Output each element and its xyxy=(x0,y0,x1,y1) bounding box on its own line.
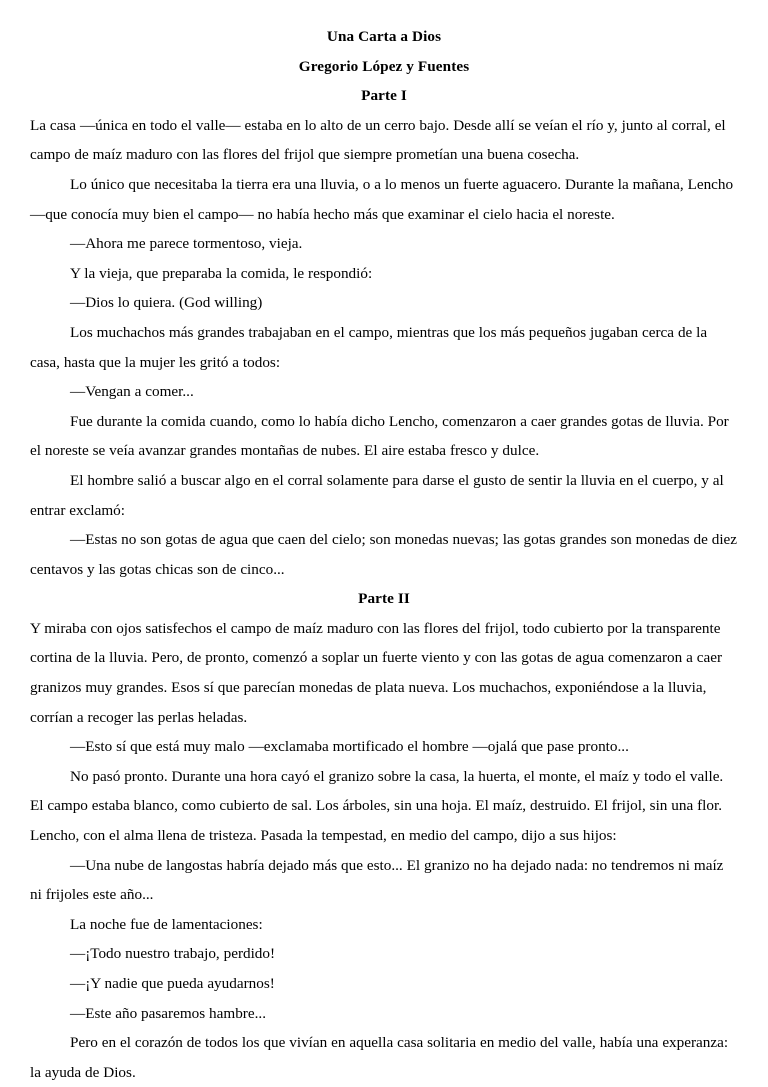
dialogue-line: —Este año pasaremos hambre... xyxy=(70,1004,266,1022)
paragraph: Y miraba con ojos satisfechos el campo de maíz maduro con las flores del frijol, todo cubierto por la transparente cortina de la lluvia. Pero, de pronto, comenzó a soplar un fuerte viento y con las gotas de agua comenzaron a caer granizos muy grandes. Esos sí que parecían monedas de plata nueva. Los muchachos, exponiéndose a la lluvia, corrían a recoger las perlas heladas. xyxy=(30,619,723,726)
part-one-content xyxy=(30,111,738,585)
paragraph: No pasó pronto. Durante una hora cayó el granizo sobre la casa, la huerta, el monte, el maíz y todo el valle. El campo estaba blanco, como cubierto de sal. Los árboles, sin una hoja. El maíz, destruido. El frijol, sin una flor. Lencho, con el alma llena de tristeza. Pasada la tempestad, en medio del campo, dijo a sus hijos: xyxy=(30,767,724,845)
paragraph: Los muchachos más grandes trabajaban en el campo, mientras que los más pequeños jugaban cerca de la casa, hasta que la mujer les gritó a todos: xyxy=(30,323,708,371)
dialogue-line: —Estas no son gotas de agua que caen del cielo; son monedas nuevas; las gotas grandes son monedas de diez centavos y las gotas chicas son de cinco... xyxy=(30,531,738,578)
part-two-heading: Parte II xyxy=(358,590,410,608)
dialogue-line: —Ahora me parece tormentoso, vieja. xyxy=(70,235,303,253)
dialogue-line: —Vengan a comer... xyxy=(70,383,194,401)
paragraph: El hombre salió a buscar algo en el corral solamente para darse el gusto de sentir la lluvia en el cuerpo, y al entrar exclamó: xyxy=(30,471,724,519)
document-author: Gregorio López y Fuentes xyxy=(298,57,470,75)
dialogue-line: —¡Todo nuestro trabajo, perdido! xyxy=(70,945,276,963)
paragraph: La noche fue de lamentaciones: xyxy=(70,915,263,933)
dialogue-line: —Una nube de langostas habría dejado más que esto... El granizo no ha dejado nada: no tendremos ni maíz ni frijoles este año... xyxy=(30,856,724,904)
part-two-content xyxy=(30,614,738,1087)
dialogue-line: Y la vieja, que preparaba la comida, le respondió: xyxy=(70,264,373,282)
dialogue-line: —¡Y nadie que pueda ayudarnos! xyxy=(70,975,275,992)
paragraph: Fue durante la comida cuando, como lo había dicho Lencho, comenzaron a caer grandes gotas de lluvia. Por el noreste se veía avanzar grandes montañas de nubes. El aire estaba fresco y dulce. xyxy=(30,412,729,460)
paragraph: Pero en el corazón de todos los que vivían en aquella casa solitaria en medio del valle, había una experanza: la ayuda de Dios. xyxy=(30,1034,729,1081)
part-one-heading: Parte I xyxy=(361,87,407,105)
document-title: Una Carta a Dios xyxy=(326,28,442,45)
paragraph: Lo único que necesitaba la tierra era una lluvia, o a lo menos un fuerte aguacero. Durante la mañana, Lencho —que conocía muy bien el campo— no había hecho más que examinar el cielo hacia el noreste. xyxy=(30,175,734,223)
document-body xyxy=(30,22,738,1087)
dialogue-line: —Esto sí que está muy malo —exclamaba mortificado el hombre —ojalá que pase pronto... xyxy=(70,738,629,756)
dialogue-line: —Dios lo quiera. (God willing) xyxy=(70,294,263,312)
paragraph: La casa —única en todo el valle— estaba en lo alto de un cerro bajo. Desde allí se veían el río y, junto al corral, el campo de maíz maduro con las flores del frijol que siempre prometían una buena cosecha. xyxy=(30,116,726,164)
